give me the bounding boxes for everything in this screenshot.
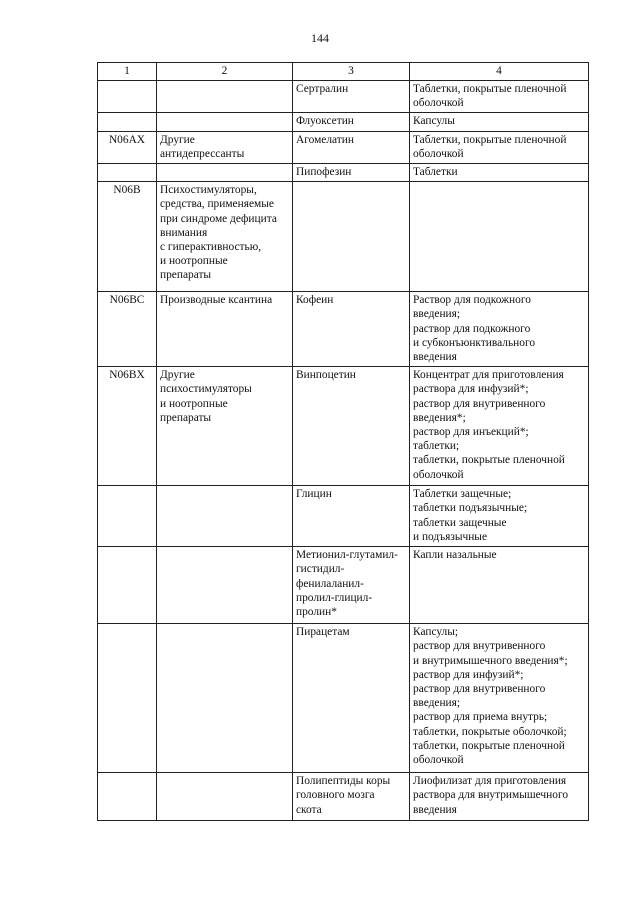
group-name-cell xyxy=(157,773,293,821)
drug-name-cell xyxy=(293,182,410,292)
atc-code-cell: N06B xyxy=(98,182,157,292)
dosage-form-cell xyxy=(410,182,589,292)
dosage-form-cell: Раствор для подкожного введения; раствор для подкожного и субконъюнктивального введения xyxy=(410,292,589,367)
table-row xyxy=(98,182,589,292)
atc-code-cell xyxy=(98,486,157,547)
atc-code-cell: N06BC xyxy=(98,292,157,367)
drug-name-cell: Сертралин xyxy=(293,81,410,113)
page-number: 144 xyxy=(311,31,329,45)
table-body xyxy=(98,81,589,821)
group-name-cell: Производные ксантина xyxy=(157,292,293,367)
column-header-1: 1 xyxy=(98,63,157,81)
dosage-form-cell: Лиофилизат для приготовления раствора для внутримышечного введения xyxy=(410,773,589,821)
table-row xyxy=(98,113,589,131)
table-row xyxy=(98,367,589,486)
group-name-cell: Психостимуляторы, средства, применяемые при синдроме дефицита внимания с гиперактивностью, и ноотропные препараты xyxy=(157,182,293,292)
group-name-cell xyxy=(157,81,293,113)
table-row xyxy=(98,81,589,113)
atc-code-cell xyxy=(98,81,157,113)
atc-code-cell xyxy=(98,624,157,773)
dosage-form-cell: Таблетки, покрытые пленочной оболочкой xyxy=(410,81,589,113)
table-row xyxy=(98,773,589,821)
group-name-cell xyxy=(157,164,293,182)
group-name-cell: Другие психостимуляторы и ноотропные препараты xyxy=(157,367,293,486)
drug-name-cell: Флуоксетин xyxy=(293,113,410,131)
drug-name-cell: Винпоцетин xyxy=(293,367,410,486)
header-row xyxy=(98,63,589,81)
group-name-cell xyxy=(157,624,293,773)
group-name-cell xyxy=(157,547,293,624)
table-row xyxy=(98,292,589,367)
group-name-cell xyxy=(157,486,293,547)
atc-code-cell xyxy=(98,113,157,131)
table-row xyxy=(98,547,589,624)
drug-table xyxy=(97,62,589,821)
drug-name-cell: Метионил-глутамил- гистидил- фенилаланил- пролил-глицил- пролин* xyxy=(293,547,410,624)
atc-code-cell: N06AX xyxy=(98,131,157,163)
group-name-cell xyxy=(157,113,293,131)
dosage-form-cell: Таблетки, покрытые пленочной оболочкой xyxy=(410,131,589,163)
drug-name-cell: Пирацетам xyxy=(293,624,410,773)
dosage-form-cell: Капли назальные xyxy=(410,547,589,624)
dosage-form-cell: Капсулы; раствор для внутривенного и внутримышечного введения*; раствор для инфузий*; раствор для внутривенного введения; раствор для приема внутрь; таблетки, покрытые оболочкой; таблетки, покрытые пленочной оболочкой xyxy=(410,624,589,773)
table-row xyxy=(98,486,589,547)
column-header-3: 3 xyxy=(293,63,410,81)
drug-name-cell: Полипептиды коры головного мозга скота xyxy=(293,773,410,821)
table-row xyxy=(98,164,589,182)
atc-code-cell xyxy=(98,773,157,821)
atc-code-cell xyxy=(98,164,157,182)
atc-code-cell: N06BX xyxy=(98,367,157,486)
table-row xyxy=(98,624,589,773)
atc-code-cell xyxy=(98,547,157,624)
dosage-form-cell: Таблетки защечные; таблетки подъязычные; таблетки защечные и подъязычные xyxy=(410,486,589,547)
drug-name-cell: Глицин xyxy=(293,486,410,547)
column-header-4: 4 xyxy=(410,63,589,81)
drug-name-cell: Пипофезин xyxy=(293,164,410,182)
drug-name-cell: Агомелатин xyxy=(293,131,410,163)
drug-name-cell: Кофеин xyxy=(293,292,410,367)
group-name-cell: Другие антидепрессанты xyxy=(157,131,293,163)
column-header-2: 2 xyxy=(157,63,293,81)
dosage-form-cell: Таблетки xyxy=(410,164,589,182)
table-row xyxy=(98,131,589,163)
dosage-form-cell: Капсулы xyxy=(410,113,589,131)
dosage-form-cell: Концентрат для приготовления раствора для инфузий*; раствор для внутривенного введения*; раствор для инъекций*; таблетки; таблетки, покрытые пленочной оболочкой xyxy=(410,367,589,486)
